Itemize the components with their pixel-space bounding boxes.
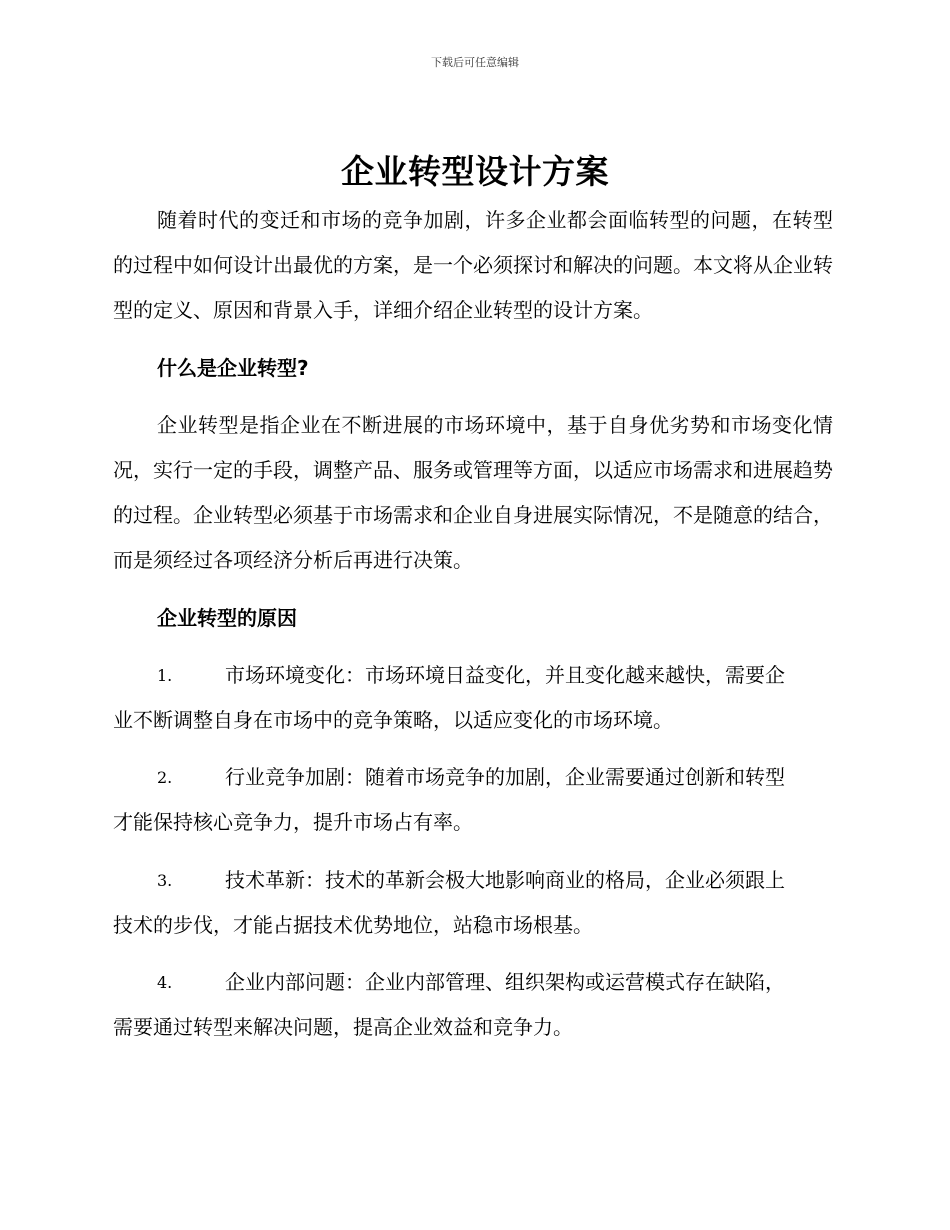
- list-item-text: 企业内部问题：企业内部管理、组织架构或运营模式存在缺陷，: [225, 970, 785, 994]
- list-item-first-line: [113, 960, 833, 1005]
- list-item-continuation: 业不断调整自身在市场中的竞争策略，以适应变化的市场环境。: [113, 708, 673, 732]
- list-item-text: 行业竞争加剧：随着市场竞争的加剧，企业需要通过创新和转型: [225, 765, 785, 789]
- list-item-first-line: [113, 755, 833, 800]
- list-item-number: 4.: [157, 973, 173, 992]
- section-heading-reasons: 企业转型的原因: [157, 606, 297, 630]
- list-item-number: 1.: [157, 666, 173, 685]
- list-item: [113, 755, 833, 845]
- list-item: [113, 858, 833, 948]
- section-heading-definition: 什么是企业转型?: [157, 356, 309, 380]
- list-item-first-line: [113, 653, 833, 698]
- header-note: 下载后可任意编辑: [431, 56, 519, 69]
- document-title: 企业转型设计方案: [341, 152, 609, 191]
- list-item-text: 技术革新：技术的革新会极大地影响商业的格局，企业必须跟上: [225, 868, 785, 892]
- list-item: [113, 653, 833, 743]
- list-item-text: 市场环境变化：市场环境日益变化，并且变化越来越快，需要企: [225, 663, 785, 687]
- list-item: [113, 960, 833, 1050]
- list-item-continuation: 需要通过转型来解决问题，提高企业效益和竞争力。: [113, 1015, 573, 1039]
- list-item-continuation: 技术的步伐，才能占据技术优势地位，站稳市场根基。: [113, 913, 593, 937]
- list-item-first-line: [113, 858, 833, 903]
- intro-paragraph: 随着时代的变迁和市场的竞争加剧，许多企业都会面临转型的问题，在转型的过程中如何设计出最优的方案，是一个必须探讨和解决的问题。本文将从企业转型的定义、原因和背景入手，详细介绍企业转型的设计方案。: [113, 208, 833, 322]
- list-item-continuation: 才能保持核心竞争力，提升市场占有率。: [113, 810, 473, 834]
- list-item-number: 2.: [157, 768, 173, 787]
- definition-paragraph: 企业转型是指企业在不断进展的市场环境中，基于自身优劣势和市场变化情况，实行一定的手段，调整产品、服务或管理等方面，以适应市场需求和进展趋势的过程。企业转型必须基于市场需求和企业自身进展实际情况，不是随意的结合，而是须经过各项经济分析后再进行决策。: [113, 413, 833, 572]
- list-item-number: 3.: [157, 871, 173, 890]
